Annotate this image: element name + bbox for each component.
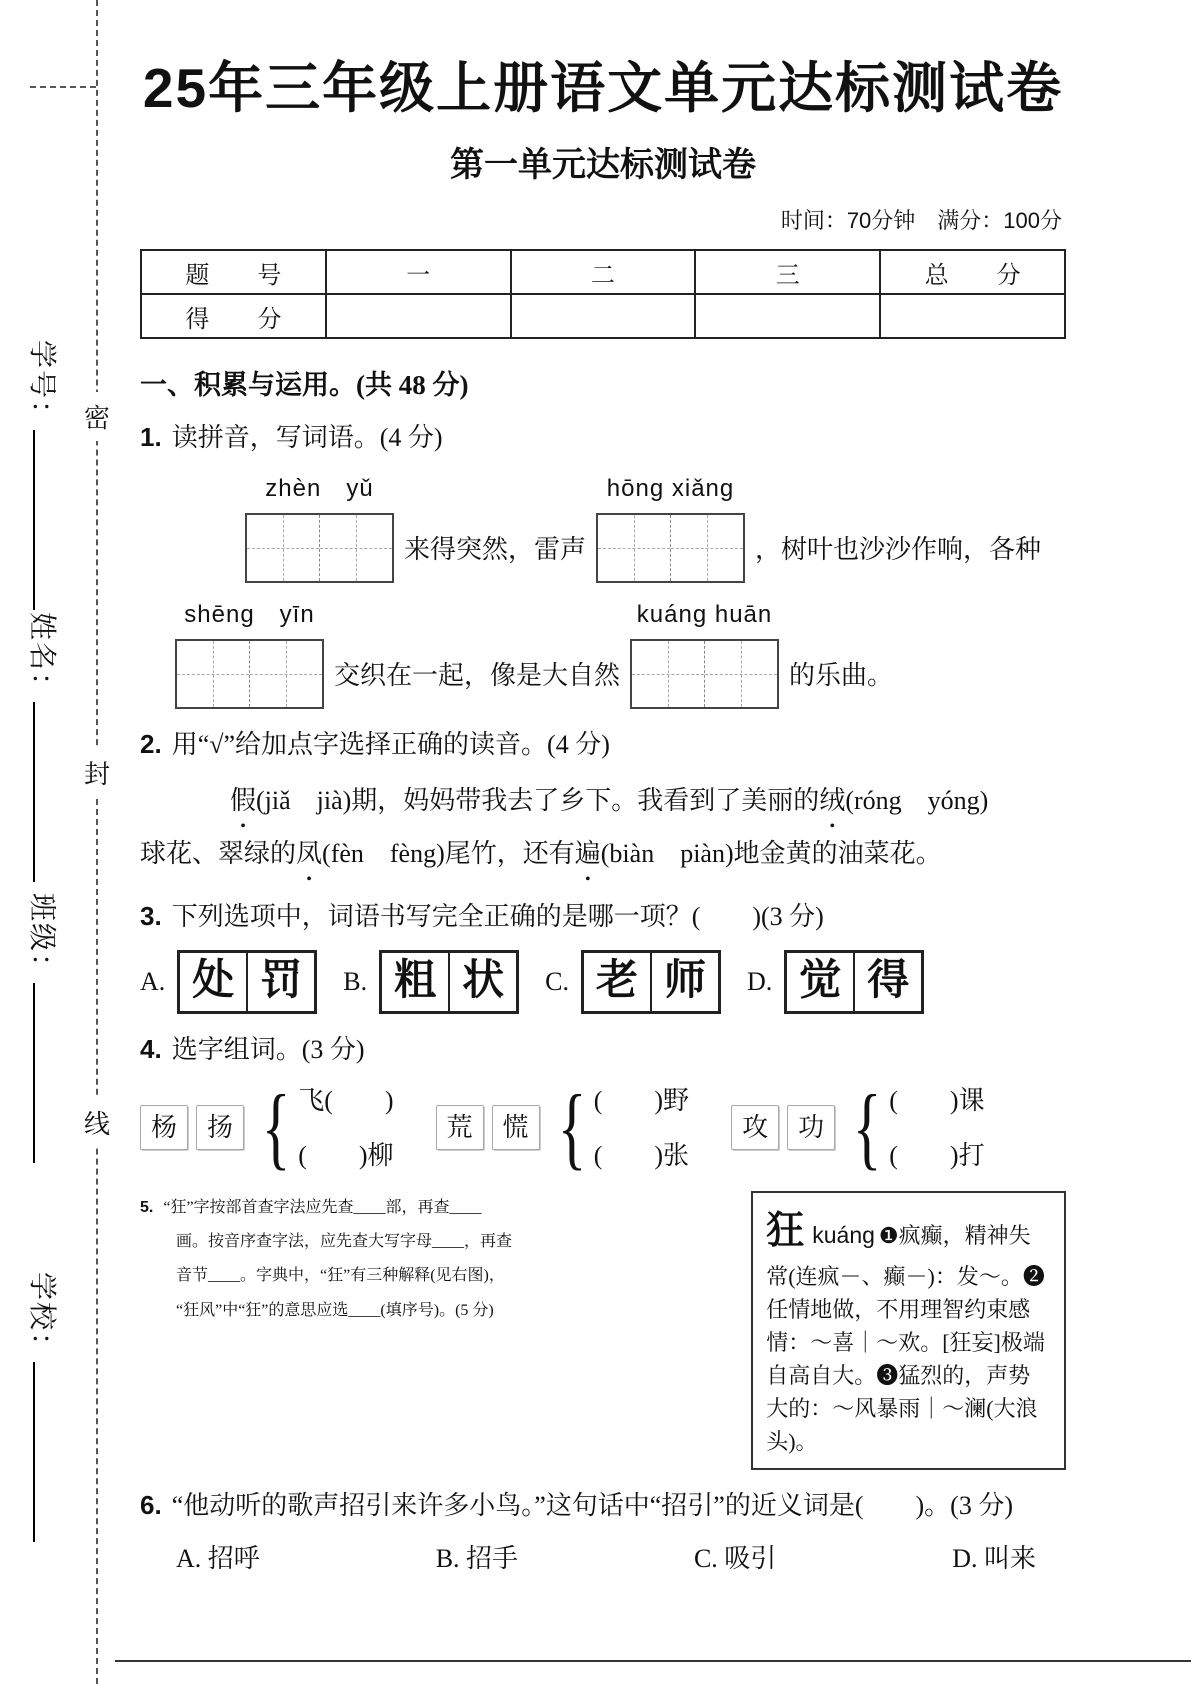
class-label: 班级： — [26, 893, 57, 984]
student-id-field — [24, 340, 64, 610]
option-label: C. — [545, 967, 569, 997]
page-bottom-rule — [115, 1660, 1191, 1662]
writing-grid — [596, 513, 745, 583]
word-char: 师 — [650, 953, 718, 1011]
q4-blank-bottom: ( )柳 — [298, 1140, 394, 1170]
candidate-char: 攻 — [731, 1105, 779, 1150]
question-3 — [140, 897, 1066, 1014]
question-number-label: 题 号 — [141, 250, 326, 294]
q4-blank-bottom: ( )张 — [593, 1140, 690, 1170]
q6-option-c: C. 吸引 — [693, 1543, 777, 1573]
option-label: A. — [140, 967, 166, 997]
q4-blank-top: ( )野 — [593, 1085, 690, 1115]
writing-cell — [598, 515, 670, 581]
word-box — [379, 950, 519, 1014]
question-4 — [140, 1030, 1066, 1179]
q2-text: (biàn piàn)地金黄的油菜花。 — [600, 839, 942, 869]
q2-passage-line-1 — [140, 774, 1066, 827]
dictionary-entry-box — [751, 1191, 1066, 1470]
q2-passage-line-2 — [140, 827, 1066, 880]
student-name-label: 姓名： — [26, 612, 57, 703]
q4-group-yang — [140, 1076, 394, 1179]
q1-text-a: 来得突然，雷声 — [404, 535, 587, 564]
q2-text: (róng yóng) — [845, 786, 989, 815]
brace-glyph: { — [557, 1076, 587, 1179]
writing-grid — [630, 639, 779, 709]
word-char: 状 — [448, 953, 516, 1011]
score-cell — [880, 294, 1065, 338]
option-label: B. — [343, 967, 368, 997]
student-name-blank — [33, 702, 39, 882]
word-char: 罚 — [246, 953, 314, 1011]
pinyin-sheng-yin: shēng yīn — [184, 601, 315, 628]
q1-line-1 — [245, 471, 1066, 583]
question-5 — [140, 1191, 1066, 1470]
score-table — [140, 249, 1066, 339]
candidate-char: 慌 — [492, 1105, 540, 1150]
seal-char-xian: 线 — [82, 1098, 112, 1147]
col-one: 一 — [326, 250, 511, 294]
q6-options — [140, 1539, 1036, 1578]
q3-option-b — [343, 950, 519, 1014]
question-1 — [140, 418, 1066, 709]
q4-blank-top: 飞( ) — [298, 1085, 394, 1115]
word-box — [177, 950, 317, 1014]
pinyin-hong-xiang: hōng xiǎng — [606, 475, 735, 502]
class-blank — [33, 983, 39, 1163]
candidate-char: 荒 — [436, 1105, 484, 1150]
q5-line-3: 音节____。字典中，“狂”有三种解释(见右图)， — [176, 1267, 505, 1285]
q2-text: (fèn fèng)尾竹，还有 — [322, 839, 575, 869]
word-char: 觉 — [799, 958, 842, 1005]
q6-option-d: D. 叫来 — [952, 1543, 1036, 1573]
corner-dash-mark — [30, 86, 96, 88]
student-name-field — [24, 612, 64, 882]
col-three: 三 — [695, 250, 880, 294]
class-field — [24, 893, 64, 1163]
q2-text: 球花、翠绿的 — [140, 839, 297, 869]
paper-title: 25年三年级上册语文单元达标测试卷 — [142, 57, 1064, 119]
q3-option-c — [545, 950, 721, 1014]
score-label: 得 分 — [141, 294, 326, 338]
question-6 — [140, 1486, 1066, 1578]
q1-text-b: ，树叶也沙沙作响，各种 — [755, 535, 1042, 564]
school-label: 学校： — [26, 1272, 57, 1363]
q6-option-a: A. 招呼 — [176, 1543, 260, 1573]
time-score-info: 时间：70分钟 满分：100分 — [780, 208, 1062, 233]
q5-line-2: 画。按音序查字法，应先查大写字母____，再查 — [176, 1232, 513, 1250]
dotted-char-feng: 凤 — [296, 839, 323, 869]
word-char: 得 — [853, 953, 921, 1011]
q1-number: 1. — [140, 422, 162, 452]
word-box — [784, 950, 924, 1014]
question-2 — [140, 725, 1066, 881]
writing-cell — [247, 515, 319, 581]
q4-blank-bottom: ( )打 — [889, 1140, 985, 1170]
q1-grid-group-hongxiang — [596, 471, 745, 583]
dict-headword: 狂 — [766, 1209, 805, 1252]
q1-grid-group-kuanghuan — [630, 597, 779, 709]
brace-glyph: { — [261, 1076, 291, 1179]
col-total: 总 分 — [880, 250, 1065, 294]
word-char: 处 — [192, 958, 235, 1005]
school-blank — [33, 1362, 39, 1542]
q4-groups — [140, 1076, 1066, 1179]
dotted-char-rong: 绒 — [819, 786, 846, 815]
seal-char-mi: 密 — [82, 392, 112, 441]
score-table-score-row — [141, 294, 1065, 338]
score-cell — [511, 294, 696, 338]
q4-blank-top: ( )课 — [889, 1085, 985, 1115]
q3-options — [140, 950, 1066, 1014]
writing-cell — [670, 515, 743, 581]
col-two: 二 — [511, 250, 696, 294]
q2-passage — [140, 774, 1066, 881]
q5-line-4: “狂风”中“狂”的意思应选____(填序号)。(5 分) — [176, 1301, 494, 1319]
q2-stem: 用“√”给加点字选择正确的读音。(4 分) — [171, 730, 610, 759]
writing-cell — [319, 515, 392, 581]
q1-line-2 — [175, 597, 1066, 709]
q3-option-d — [747, 950, 924, 1014]
q5-number: 5. — [140, 1198, 154, 1216]
brace-glyph: { — [852, 1076, 882, 1179]
dict-definitions: ❶疯癫，精神失常(连疯－、癫－)：发～。❷任情地做，不用理智约束感情：～喜｜～欢。[狂妄]极端自高自大。❸猛烈的，声势大的：～风暴雨｜～澜(大浪头)。 — [766, 1222, 1045, 1454]
pinyin-zhen-yu: zhèn yǔ — [265, 475, 374, 502]
q1-text-d: 的乐曲。 — [789, 661, 894, 690]
candidate-char: 扬 — [196, 1105, 244, 1150]
q3-stem: 下列选项中，词语书写完全正确的是哪一项？( )(3 分) — [171, 901, 824, 931]
student-id-label: 学号： — [26, 340, 57, 431]
q1-stem: 读拼音，写词语。(4 分) — [171, 423, 443, 452]
score-cell — [695, 294, 880, 338]
q3-option-a — [140, 950, 317, 1014]
section-one-title: 一、积累与运用。(共 48 分) — [140, 370, 469, 400]
q4-pair — [594, 1081, 689, 1175]
q1-grid-group-shengyin — [175, 597, 324, 709]
q5-line-1-text: “狂”字按部首查字法应先查____部，再查____ — [163, 1198, 482, 1216]
writing-grid — [175, 639, 324, 709]
writing-grid — [245, 513, 394, 583]
writing-cell — [249, 641, 322, 707]
paper-content — [140, 34, 1066, 1578]
q4-pair — [889, 1081, 984, 1175]
candidate-char: 功 — [787, 1105, 835, 1150]
school-field — [24, 1272, 64, 1542]
q6-number: 6. — [140, 1489, 162, 1520]
score-cell — [326, 294, 511, 338]
score-table-header-row — [141, 250, 1065, 294]
candidate-char: 杨 — [140, 1105, 188, 1150]
paper-subtitle: 第一单元达标测试卷 — [450, 146, 756, 184]
q2-number: 2. — [140, 729, 162, 759]
option-label: D. — [746, 967, 773, 997]
seal-dashed-line — [96, 0, 98, 1684]
pinyin-kuang-huan: kuáng huān — [636, 601, 773, 628]
word-char: 粗 — [394, 958, 437, 1005]
dotted-char-bian: 遍 — [574, 839, 601, 869]
q4-group-huang — [436, 1076, 690, 1179]
student-id-blank — [33, 430, 39, 610]
q2-text: (jiǎ jià)期，妈妈带我去了乡下。我看到了美丽的 — [256, 786, 820, 815]
word-box — [581, 950, 721, 1014]
q4-number: 4. — [140, 1033, 162, 1064]
q1-grid-group-zhenyu — [245, 471, 394, 583]
q5-line-1 — [140, 1191, 741, 1225]
dict-pinyin: kuáng — [812, 1221, 875, 1248]
q6-option-b: B. 招手 — [435, 1543, 519, 1573]
q4-stem: 选字组词。(3 分) — [171, 1034, 365, 1064]
dotted-char-jia: 假 — [230, 786, 257, 815]
q6-stem: “他动听的歌声招引来许多小鸟。”这句话中“招引”的近义词是( )。(3 分) — [171, 1490, 1013, 1520]
q4-pair — [298, 1081, 393, 1175]
writing-cell — [177, 641, 249, 707]
q4-group-gong — [731, 1076, 985, 1179]
q5-text — [140, 1191, 741, 1329]
writing-cell — [632, 641, 704, 707]
q3-number: 3. — [140, 900, 162, 931]
writing-cell — [704, 641, 777, 707]
q1-text-c: 交织在一起，像是大自然 — [334, 661, 621, 690]
seal-char-feng: 封 — [82, 748, 112, 797]
word-char: 老 — [595, 958, 638, 1005]
